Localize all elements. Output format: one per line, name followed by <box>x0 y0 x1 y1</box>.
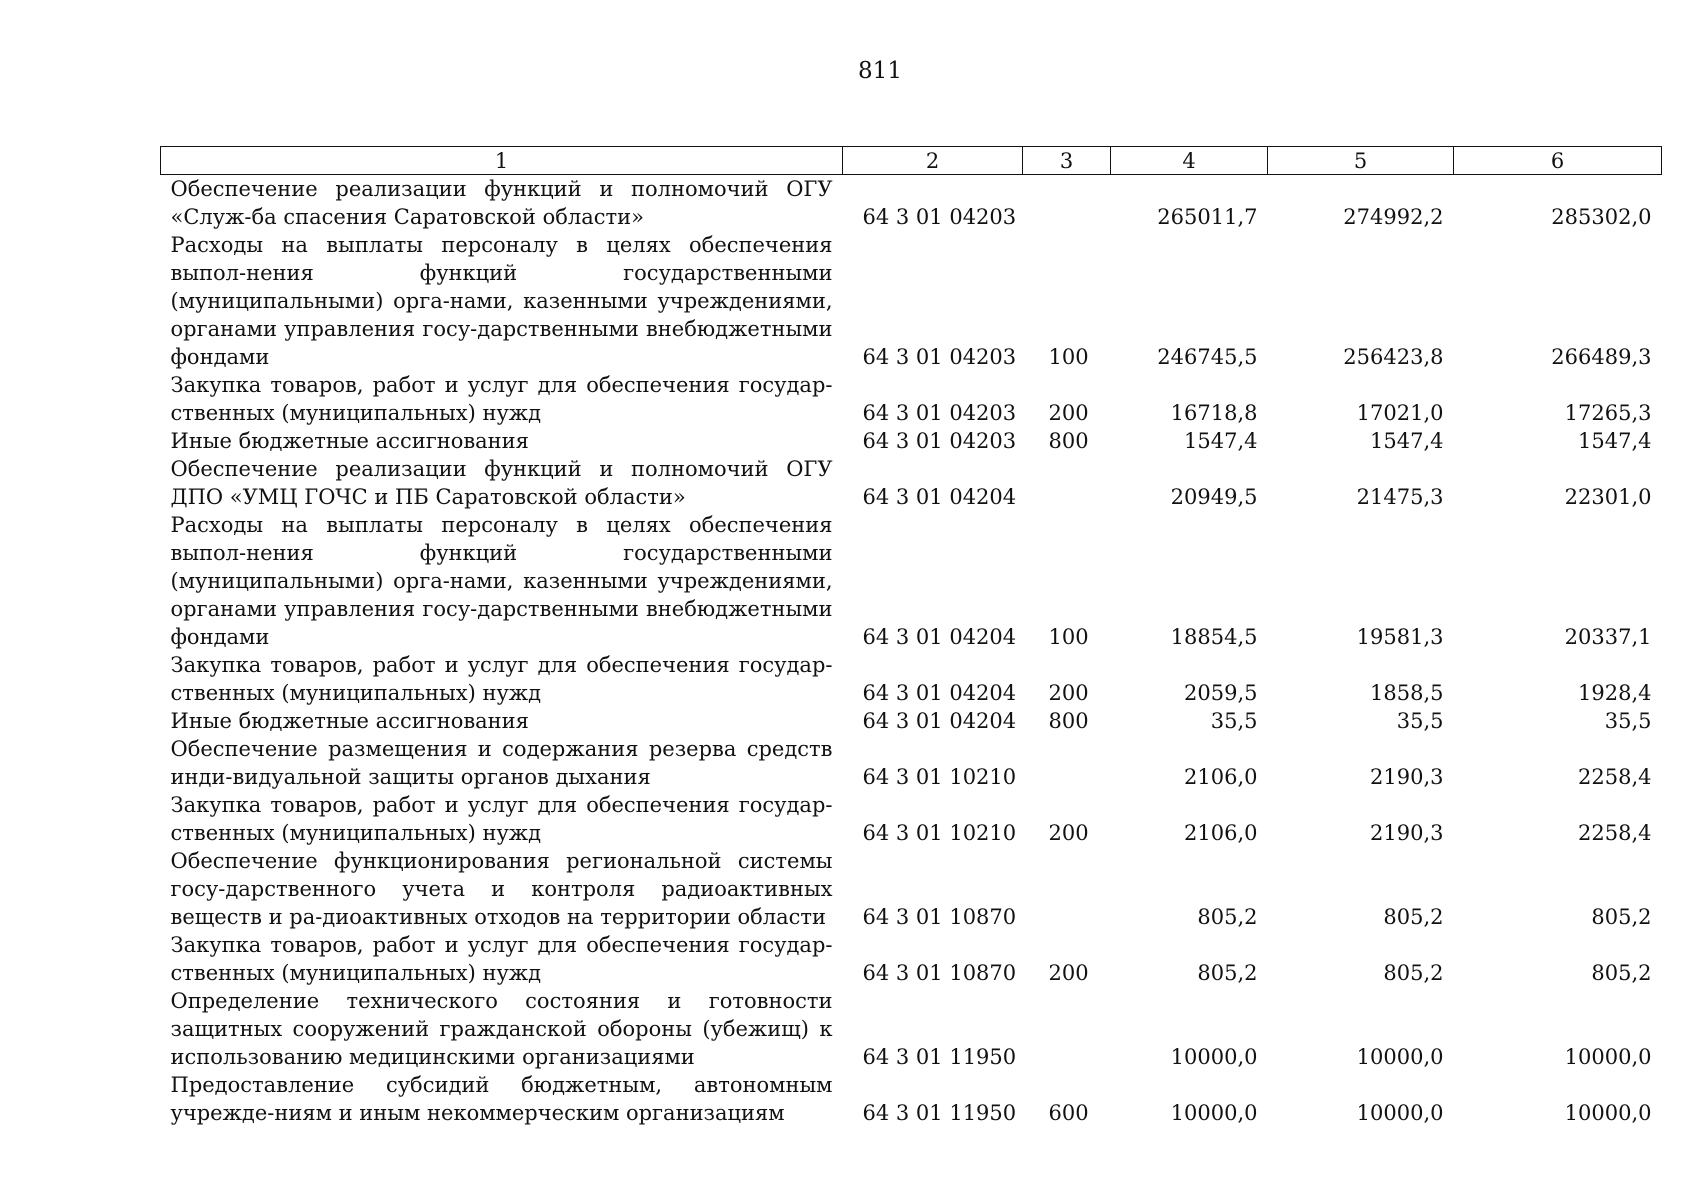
row-value-col5: 2190,3 <box>1370 821 1444 845</box>
row-code: 64 3 01 04204 <box>862 681 1017 705</box>
row-value-col4: 2106,0 <box>1184 821 1258 845</box>
row-name: Закупка товаров, работ и услуг для обеспечения государ-ственных (муниципальных) нужд <box>170 653 833 705</box>
row-value-col5: 805,2 <box>1383 905 1444 929</box>
row-name: Расходы на выплаты персоналу в целях обеспечения выпол-нения функций государственными (муниципальными) орга-нами, казенными учреждениями, органами управления госу-дарственными внебюджетными фондами <box>170 233 833 369</box>
row-expense-type <box>1023 735 1111 791</box>
row-value-col4: 2059,5 <box>1184 681 1258 705</box>
row-value-col4: 10000,0 <box>1170 1045 1258 1069</box>
row-name: Иные бюджетные ассигнования <box>170 429 529 453</box>
row-value-col6: 1928,4 <box>1578 681 1652 705</box>
row-name: Расходы на выплаты персоналу в целях обеспечения выпол-нения функций государственными (муниципальными) орга-нами, казенными учреждениями, органами управления госу-дарственными внебюджетными фондами <box>170 513 833 649</box>
row-expense-type: 200 <box>1048 821 1089 845</box>
row-value-col5: 274992,2 <box>1343 205 1444 229</box>
row-expense-type: 100 <box>1048 625 1089 649</box>
row-expense-type: 800 <box>1048 429 1089 453</box>
row-expense-type: 200 <box>1048 401 1089 425</box>
column-number-row <box>161 147 1662 175</box>
row-value-col4: 35,5 <box>1210 709 1258 733</box>
row-expense-type <box>1023 987 1111 1071</box>
row-code: 64 3 01 10870 <box>862 961 1017 985</box>
row-value-col6: 2258,4 <box>1578 765 1652 789</box>
row-value-col6: 805,2 <box>1591 905 1652 929</box>
row-value-col5: 256423,8 <box>1343 345 1444 369</box>
row-value-col6: 285302,0 <box>1551 205 1652 229</box>
row-code: 64 3 01 10210 <box>862 765 1017 789</box>
table-row <box>161 511 1662 651</box>
table-row <box>161 371 1662 427</box>
row-name: Закупка товаров, работ и услуг для обеспечения государ-ственных (муниципальных) нужд <box>170 933 833 985</box>
row-expense-type <box>1023 455 1111 511</box>
row-value-col5: 10000,0 <box>1356 1101 1444 1125</box>
table-row <box>161 735 1662 791</box>
row-value-col6: 1547,4 <box>1578 429 1652 453</box>
table-row <box>161 651 1662 707</box>
table-row <box>161 455 1662 511</box>
row-code: 64 3 01 04203 <box>862 205 1017 229</box>
row-value-col6: 10000,0 <box>1564 1045 1652 1069</box>
row-value-col4: 265011,7 <box>1157 205 1258 229</box>
row-value-col5: 35,5 <box>1396 709 1444 733</box>
row-value-col6: 266489,3 <box>1551 345 1652 369</box>
row-value-col4: 246745,5 <box>1157 345 1258 369</box>
row-expense-type: 200 <box>1048 681 1089 705</box>
column-number-5: 5 <box>1268 147 1454 175</box>
row-expense-type: 600 <box>1048 1101 1089 1125</box>
table-row <box>161 175 1662 232</box>
column-number-2: 2 <box>843 147 1023 175</box>
table-row <box>161 707 1662 735</box>
row-expense-type <box>1023 175 1111 232</box>
row-value-col5: 19581,3 <box>1356 625 1444 649</box>
row-code: 64 3 01 04204 <box>862 709 1017 733</box>
row-expense-type: 800 <box>1048 709 1089 733</box>
row-value-col5: 21475,3 <box>1356 485 1444 509</box>
row-value-col6: 10000,0 <box>1564 1101 1652 1125</box>
row-code: 64 3 01 04204 <box>862 625 1017 649</box>
row-name: Обеспечение реализации функций и полномочий ОГУ ДПО «УМЦ ГОЧС и ПБ Саратовской области» <box>170 457 833 509</box>
column-number-4: 4 <box>1111 147 1268 175</box>
row-value-col4: 805,2 <box>1197 905 1258 929</box>
row-name: Определение технического состояния и готовности защитных сооружений гражданской обороны (убежищ) к использованию медицинскими организациями <box>170 989 833 1069</box>
row-value-col4: 1547,4 <box>1184 429 1258 453</box>
row-code: 64 3 01 04203 <box>862 429 1017 453</box>
table-row <box>161 847 1662 931</box>
table-row <box>161 987 1662 1071</box>
row-code: 64 3 01 04203 <box>862 401 1017 425</box>
row-code: 64 3 01 11950 <box>862 1045 1017 1069</box>
row-name: Предоставление субсидий бюджетным, автономным учрежде-ниям и иным некоммерческим организациям <box>170 1073 833 1125</box>
row-value-col6: 805,2 <box>1591 961 1652 985</box>
row-value-col5: 2190,3 <box>1370 765 1444 789</box>
row-code: 64 3 01 11950 <box>862 1101 1017 1125</box>
column-number-6: 6 <box>1454 147 1662 175</box>
row-name: Обеспечение реализации функций и полномочий ОГУ «Служ-ба спасения Саратовской области» <box>170 177 833 229</box>
row-value-col4: 2106,0 <box>1184 765 1258 789</box>
row-name: Закупка товаров, работ и услуг для обеспечения государ-ственных (муниципальных) нужд <box>170 373 833 425</box>
row-value-col6: 35,5 <box>1604 709 1652 733</box>
row-name: Обеспечение размещения и содержания резерва средств инди-видуальной защиты органов дыхания <box>170 737 833 789</box>
row-expense-type: 200 <box>1048 961 1089 985</box>
table-row <box>161 791 1662 847</box>
row-value-col6: 20337,1 <box>1564 625 1652 649</box>
page-number: 811 <box>858 58 902 84</box>
row-expense-type <box>1023 847 1111 931</box>
row-value-col6: 2258,4 <box>1578 821 1652 845</box>
row-value-col4: 20949,5 <box>1170 485 1258 509</box>
row-name: Иные бюджетные ассигнования <box>170 709 529 733</box>
row-code: 64 3 01 04204 <box>862 485 1017 509</box>
row-value-col4: 18854,5 <box>1170 625 1258 649</box>
row-value-col6: 22301,0 <box>1564 485 1652 509</box>
row-name: Закупка товаров, работ и услуг для обеспечения государ-ственных (муниципальных) нужд <box>170 793 833 845</box>
table-row <box>161 1071 1662 1127</box>
row-value-col5: 805,2 <box>1383 961 1444 985</box>
row-value-col4: 10000,0 <box>1170 1101 1258 1125</box>
row-code: 64 3 01 04203 <box>862 345 1017 369</box>
row-code: 64 3 01 10210 <box>862 821 1017 845</box>
table-row <box>161 231 1662 371</box>
row-value-col5: 10000,0 <box>1356 1045 1444 1069</box>
budget-table <box>160 146 1662 1127</box>
table-row <box>161 427 1662 455</box>
row-value-col6: 17265,3 <box>1564 401 1652 425</box>
row-value-col5: 17021,0 <box>1356 401 1444 425</box>
row-value-col4: 805,2 <box>1197 961 1258 985</box>
row-expense-type: 100 <box>1048 345 1089 369</box>
column-number-1: 1 <box>161 147 843 175</box>
row-name: Обеспечение функционирования региональной системы госу-дарственного учета и контроля радиоактивных веществ и ра-диоактивных отходов на территории области <box>170 849 833 929</box>
row-value-col4: 16718,8 <box>1170 401 1258 425</box>
row-value-col5: 1547,4 <box>1370 429 1444 453</box>
column-number-3: 3 <box>1023 147 1111 175</box>
table-row <box>161 931 1662 987</box>
row-value-col5: 1858,5 <box>1370 681 1444 705</box>
row-code: 64 3 01 10870 <box>862 905 1017 929</box>
